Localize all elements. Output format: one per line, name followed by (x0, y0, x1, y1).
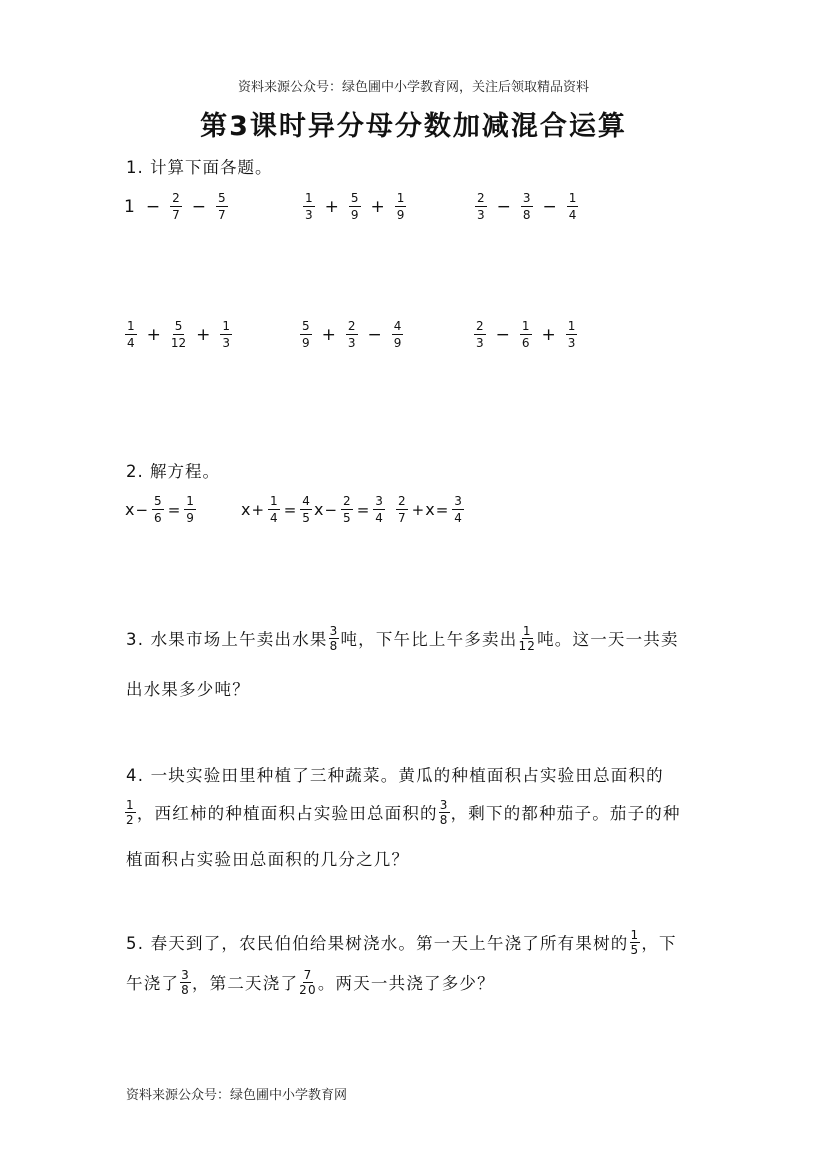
fraction: $\frac{1}{4}$ (270, 494, 278, 525)
fraction: $\frac{2}{7}$ (172, 191, 180, 222)
fraction: $\frac{4}{9}$ (393, 319, 402, 350)
fraction: $\frac{3}{8}$ (329, 624, 339, 653)
fraction: $\frac{5}{12}$ (170, 319, 187, 350)
q2-equation-1 (125, 495, 199, 524)
fraction: $\frac{2}{5}$ (343, 494, 351, 525)
fraction: $\frac{5}{6}$ (154, 494, 162, 525)
fraction: $\frac{3}{8}$ (522, 191, 531, 222)
q4-line-2 (124, 800, 681, 828)
fraction: $\frac{2}{7}$ (398, 494, 406, 525)
q1-expr-6 (471, 320, 580, 349)
q3-text: 吨。这一天一共卖 (537, 630, 679, 649)
q1-expr-4 (122, 320, 235, 349)
fraction: $\frac{5}{9}$ (350, 191, 359, 222)
q1-expr-2 (300, 192, 409, 221)
q3-line-2: 出水果多少吨？ (126, 680, 250, 699)
variable: x (314, 500, 324, 519)
q5-text: ，第二天浇了 (191, 974, 299, 993)
operator: − (367, 324, 382, 345)
q1-expr-3 (472, 192, 581, 221)
fraction: $\frac{1}{5}$ (630, 928, 640, 957)
q3-text: 吨，下午比上午多卖出 (340, 630, 518, 649)
q5-line-2 (126, 970, 495, 998)
operator: − (135, 500, 149, 519)
variable: x (425, 500, 435, 519)
fraction: $\frac{1}{4}$ (568, 191, 577, 222)
equals-sign: = (356, 500, 370, 519)
operator: + (324, 196, 339, 217)
q1-expr-1 (124, 192, 231, 221)
operator: − (145, 196, 161, 217)
operator: − (191, 196, 206, 217)
operator: − (324, 500, 338, 519)
fraction: $\frac{1}{6}$ (521, 319, 530, 350)
page-title: 第3课时异分母分数加减混合运算 (200, 111, 627, 142)
header-source-note: 资料来源公众号：绿色圃中小学教育网，关注后领取精品资料 (237, 80, 589, 95)
operator: + (146, 324, 161, 345)
q4-text: ，剩下的都种茄子。茄子的种 (450, 804, 681, 823)
q5-line-1 (126, 930, 677, 958)
fraction: $\frac{3}{4}$ (454, 494, 462, 525)
q1-heading: 1. 计算下面各题。 (126, 158, 273, 177)
q2-heading: 2. 解方程。 (126, 462, 220, 481)
operator: + (196, 324, 211, 345)
q3-line-1 (126, 626, 679, 654)
operator: + (321, 324, 336, 345)
fraction: $\frac{5}{7}$ (217, 191, 226, 222)
operator: − (542, 196, 557, 217)
fraction: $\frac{1}{9}$ (186, 494, 194, 525)
q1-expr-5 (297, 320, 406, 349)
fraction: $\frac{2}{3}$ (476, 319, 484, 350)
q2-equation-4 (393, 495, 467, 524)
equals-sign: = (283, 500, 297, 519)
variable: x (241, 500, 251, 519)
operator: + (541, 324, 556, 345)
fraction: $\frac{2}{3}$ (347, 319, 356, 350)
q2-equation-3 (314, 495, 388, 524)
q3-text: 3. 水果市场上午卖出水果 (126, 630, 328, 649)
footer-source-note: 资料来源公众号：绿色圃中小学教育网 (126, 1088, 348, 1103)
q5-text: 5. 春天到了，农民伯伯给果树浇水。第一天上午浇了所有果树的 (126, 934, 629, 953)
fraction: $\frac{1}{3}$ (222, 319, 231, 350)
operator: + (251, 500, 265, 519)
fraction: $\frac{1}{4}$ (127, 319, 135, 350)
q2-equation-2 (241, 495, 315, 524)
fraction: $\frac{1}{3}$ (567, 319, 576, 350)
operator: − (496, 196, 511, 217)
whole-number: 1 (124, 196, 135, 217)
variable: x (125, 500, 135, 519)
fraction: $\frac{1}{3}$ (305, 191, 313, 222)
fraction: $\frac{4}{5}$ (302, 494, 310, 525)
q5-text: 午浇了 (126, 974, 180, 993)
operator: − (495, 324, 510, 345)
q4-line-1: 4. 一块实验田里种植了三种蔬菜。黄瓜的种植面积占实验田总面积的 (126, 766, 664, 785)
q4-line-3: 植面积占实验田总面积的几分之几？ (126, 850, 410, 869)
fraction: $\frac{1}{12}$ (518, 624, 537, 653)
fraction: $\frac{3}{8}$ (181, 968, 190, 997)
fraction: $\frac{1}{9}$ (396, 191, 405, 222)
fraction: $\frac{2}{3}$ (477, 191, 485, 222)
fraction: $\frac{3}{8}$ (439, 798, 449, 827)
fraction: $\frac{1}{2}$ (126, 798, 135, 827)
equals-sign: = (435, 500, 449, 519)
fraction: $\frac{5}{9}$ (302, 319, 310, 350)
operator: + (370, 196, 385, 217)
equals-sign: = (167, 500, 181, 519)
q4-text: ，西红柿的种植面积占实验田总面积的 (136, 804, 438, 823)
q5-text: ，下 (641, 934, 677, 953)
q5-text: 。两天一共浇了多少？ (317, 974, 495, 993)
fraction: $\frac{3}{4}$ (375, 494, 383, 525)
operator: + (411, 500, 425, 519)
fraction: $\frac{7}{20}$ (299, 968, 317, 997)
